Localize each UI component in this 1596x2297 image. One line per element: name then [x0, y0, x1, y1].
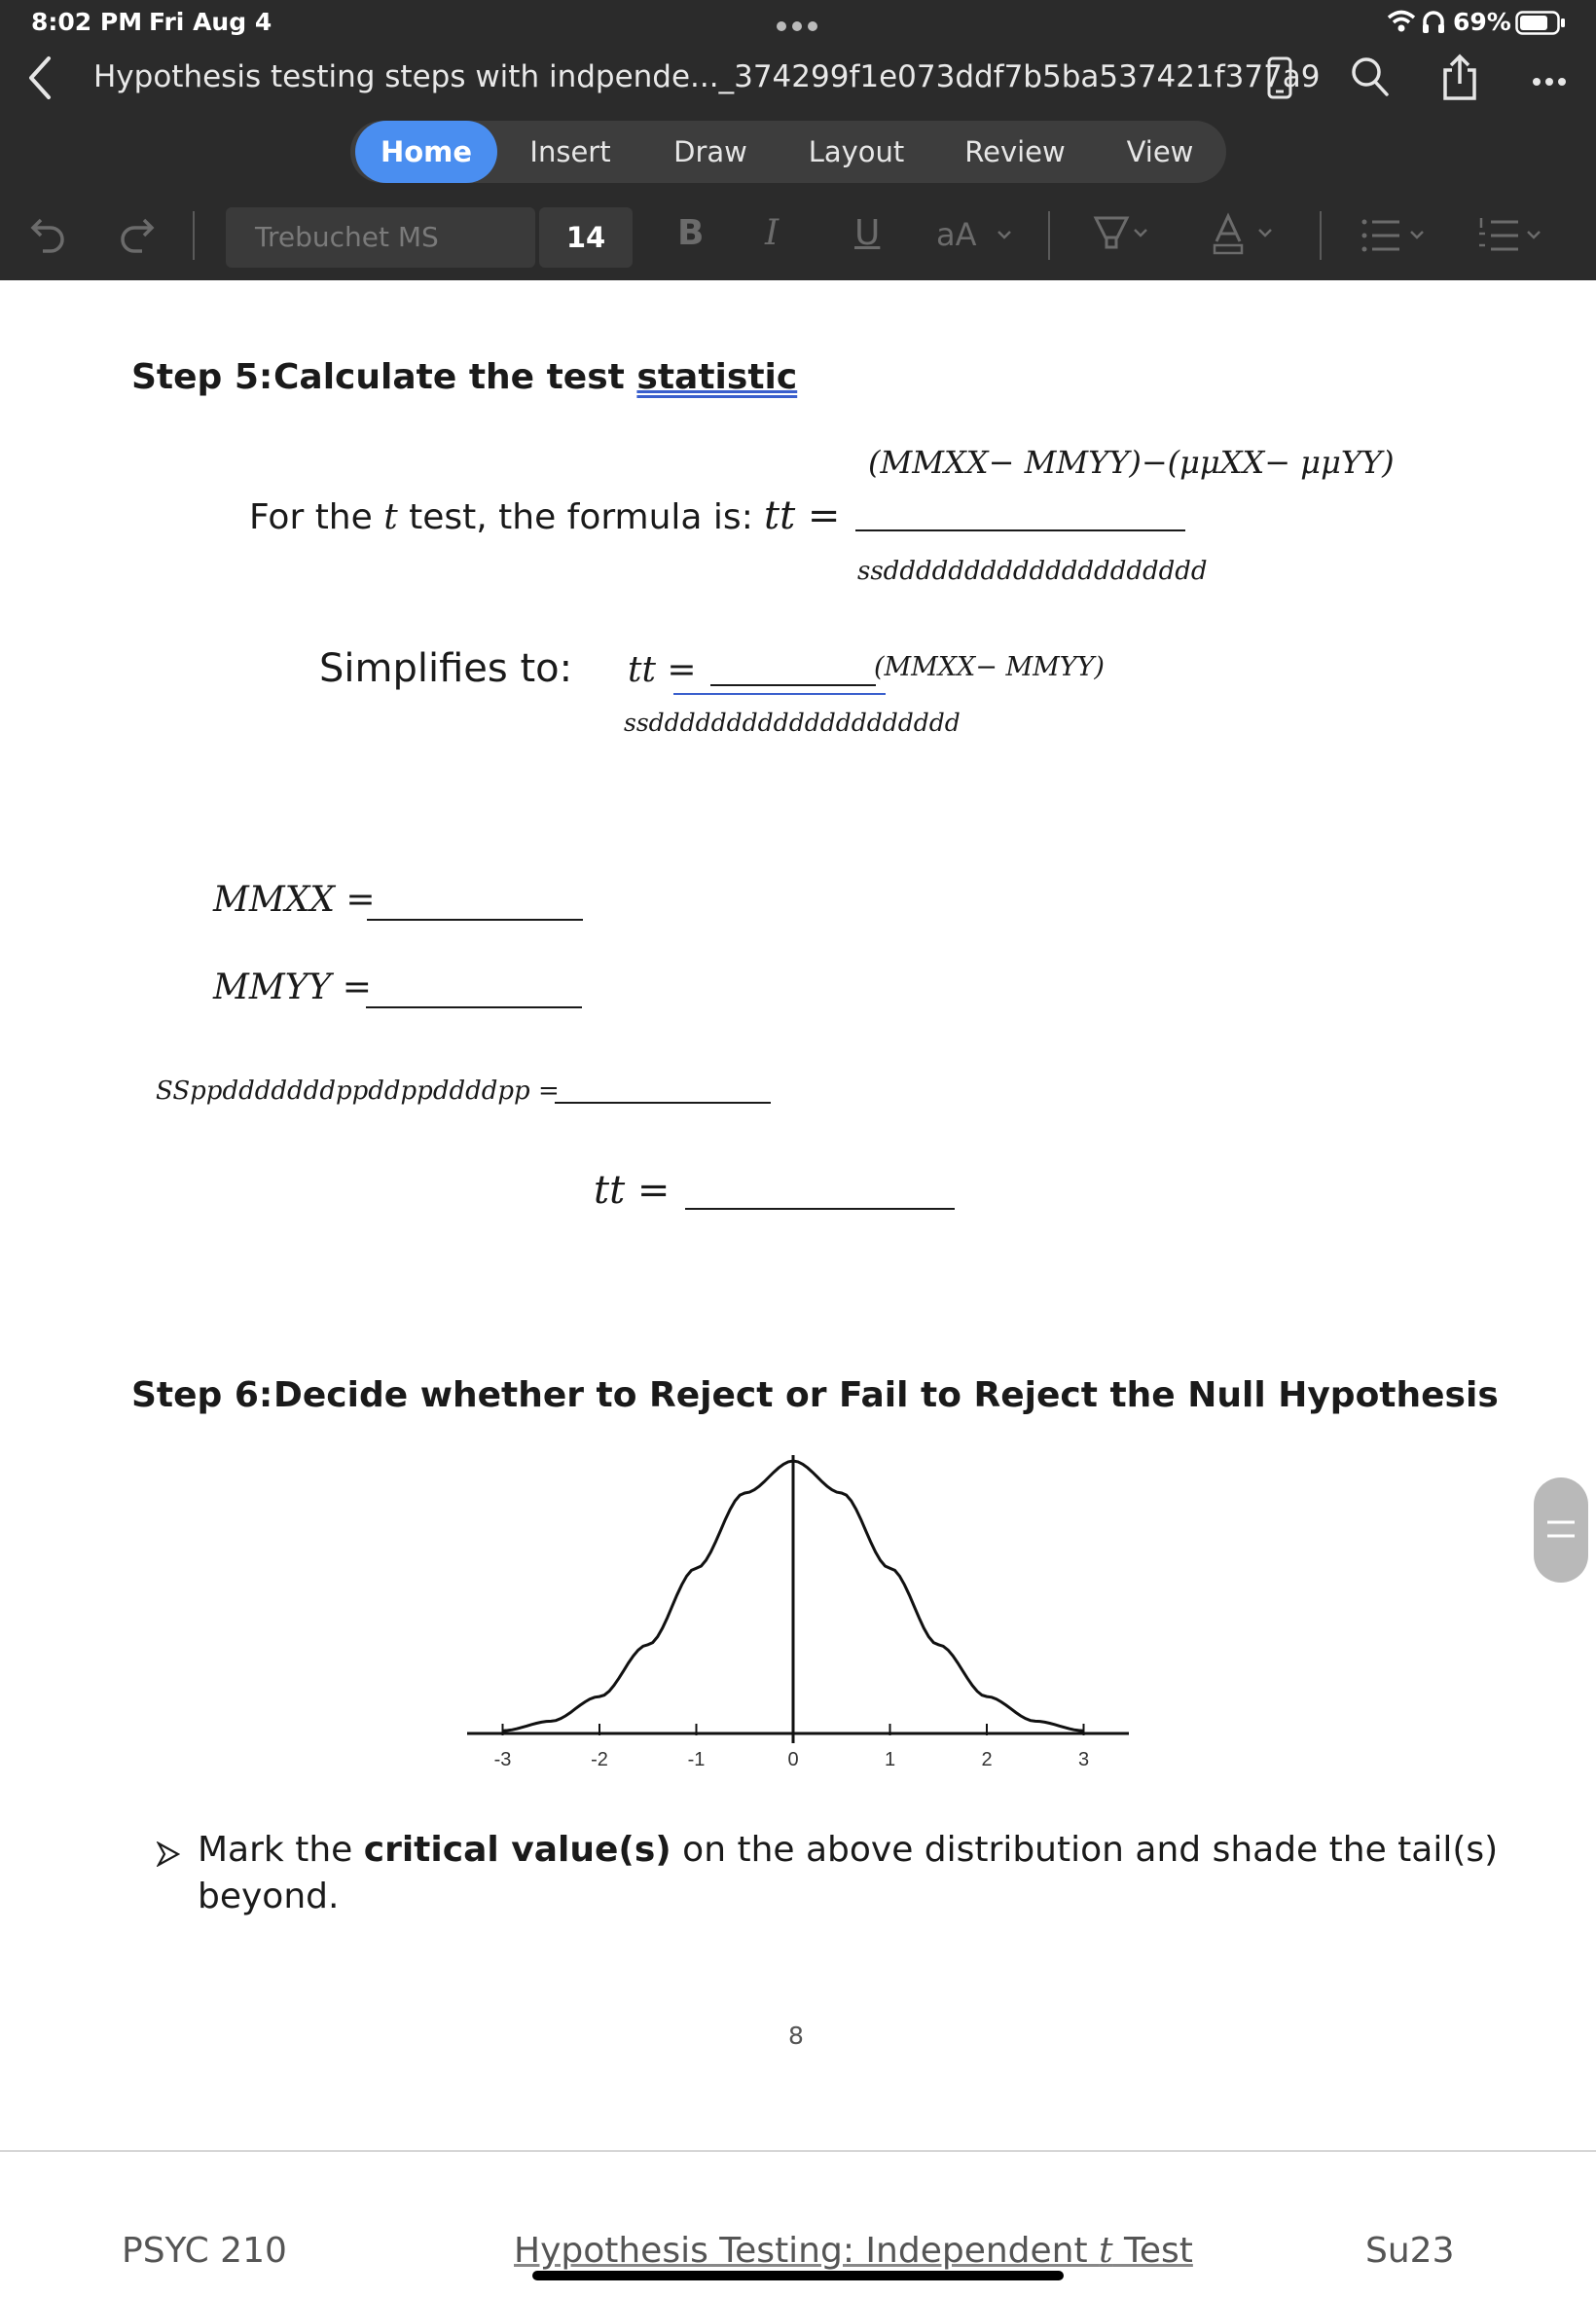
- x-tick-label: -2: [591, 1749, 608, 1770]
- italic-button[interactable]: I: [765, 213, 780, 253]
- toolbar-divider: [193, 211, 195, 260]
- home-indicator[interactable]: [532, 2271, 1064, 2280]
- x-tick-label: -1: [687, 1749, 706, 1770]
- t-value-label: tt =: [594, 1168, 671, 1213]
- tab-view[interactable]: View: [1126, 135, 1194, 168]
- bold-button[interactable]: B: [677, 213, 705, 253]
- arrow-bullet-icon: [157, 1841, 180, 1867]
- highlighter-icon[interactable]: [1092, 212, 1150, 257]
- mean-y-blank[interactable]: [366, 1006, 582, 1008]
- instruction-line2: beyond.: [198, 1877, 340, 1916]
- headphones-icon: [1422, 10, 1445, 35]
- instruction-line1: Mark the critical value(s) on the above distribution and shade the tail(s): [198, 1830, 1499, 1870]
- x-tick-label: 1: [884, 1749, 896, 1770]
- simplified-numerator: (MMXX− MMYY): [874, 652, 1105, 682]
- formula-intro: For the t test, the formula is:: [249, 497, 753, 537]
- numbered-list-icon[interactable]: [1479, 216, 1547, 255]
- share-icon[interactable]: [1440, 53, 1479, 101]
- tab-layout[interactable]: Layout: [808, 135, 905, 168]
- app-chrome: [0, 0, 1596, 280]
- font-color-icon[interactable]: [1211, 212, 1279, 257]
- underline-button[interactable]: U: [854, 213, 881, 253]
- mean-x-blank[interactable]: [367, 919, 583, 921]
- font-name-box[interactable]: Trebuchet MS: [226, 207, 535, 268]
- tab-home[interactable]: Home: [355, 121, 497, 183]
- scroll-handle[interactable]: [1534, 1477, 1588, 1583]
- status-time: 8:02 PM: [31, 8, 143, 36]
- footer-title: Hypothesis Testing: Independent t Test: [514, 2231, 1193, 2271]
- font-size-box[interactable]: 14: [539, 207, 633, 268]
- pooled-sd-blank[interactable]: [555, 1102, 771, 1104]
- step6-label: Step 6:: [131, 1375, 273, 1415]
- x-tick-label: 2: [981, 1749, 993, 1770]
- battery-percent: 69%: [1453, 8, 1511, 36]
- toolbar-divider: [1048, 211, 1050, 260]
- more-options-icon[interactable]: [1532, 72, 1567, 82]
- footer-course: PSYC 210: [122, 2231, 287, 2271]
- formula-lhs: tt =: [764, 493, 841, 538]
- toolbar-divider: [1320, 211, 1322, 260]
- status-date: Fri Aug 4: [149, 8, 272, 36]
- simplifies-label: Simplifies to:: [319, 646, 573, 691]
- footer-term: Su23: [1365, 2231, 1455, 2271]
- normal-distribution-chart: [457, 1455, 1158, 1786]
- undo-icon[interactable]: [29, 212, 68, 255]
- step6-title: Decide whether to Reject or Fail to Reject the Null Hypothesis: [273, 1375, 1499, 1415]
- chevron-down-icon[interactable]: [997, 226, 1012, 237]
- pooled-sd-label: SSppdddddddppddppddddpp =: [156, 1076, 560, 1106]
- bullet-list-icon[interactable]: [1360, 216, 1434, 255]
- battery-icon: [1515, 10, 1566, 37]
- x-tick-label: 0: [787, 1749, 799, 1770]
- fraction-bar: [855, 529, 1185, 531]
- search-icon[interactable]: [1351, 56, 1390, 97]
- spelling-flag-underline: [673, 693, 886, 695]
- mean-x-label: MMXX =: [213, 880, 376, 920]
- spelling-flagged-word[interactable]: statistic: [636, 357, 798, 397]
- tab-insert[interactable]: Insert: [529, 135, 611, 168]
- device-view-icon[interactable]: [1267, 56, 1292, 99]
- multitasking-dots-icon[interactable]: [776, 18, 818, 29]
- tab-review[interactable]: Review: [964, 135, 1066, 168]
- simplified-denominator: ssdddddddddddddddddddd: [624, 709, 961, 737]
- step5-label: Step 5:: [131, 357, 273, 397]
- mean-y-label: MMYY =: [213, 967, 372, 1007]
- step5-title: Calculate the test statistic: [273, 357, 798, 397]
- x-tick-label: -3: [493, 1749, 512, 1770]
- wifi-icon: [1387, 8, 1416, 35]
- tab-draw[interactable]: Draw: [673, 135, 747, 168]
- text-size-button[interactable]: aA: [936, 216, 977, 253]
- redo-icon[interactable]: [117, 212, 156, 255]
- page-break-divider: [0, 2150, 1596, 2152]
- page-number: 8: [788, 2022, 804, 2050]
- x-tick-label: 3: [1077, 1749, 1090, 1770]
- simplified-lhs: tt =: [628, 650, 697, 690]
- t-value-blank[interactable]: [685, 1208, 955, 1210]
- document-title[interactable]: Hypothesis testing steps with indpende..._374299f1e073ddf7b5ba537421f377a9: [93, 59, 1321, 94]
- fraction-bar: [710, 684, 876, 686]
- back-chevron-icon[interactable]: [25, 55, 54, 101]
- formula-denominator: ssdddddddddddddddddddd: [857, 557, 1208, 586]
- formula-numerator: (MMXX− MMYY)−(μμXX− μμYY): [868, 444, 1395, 481]
